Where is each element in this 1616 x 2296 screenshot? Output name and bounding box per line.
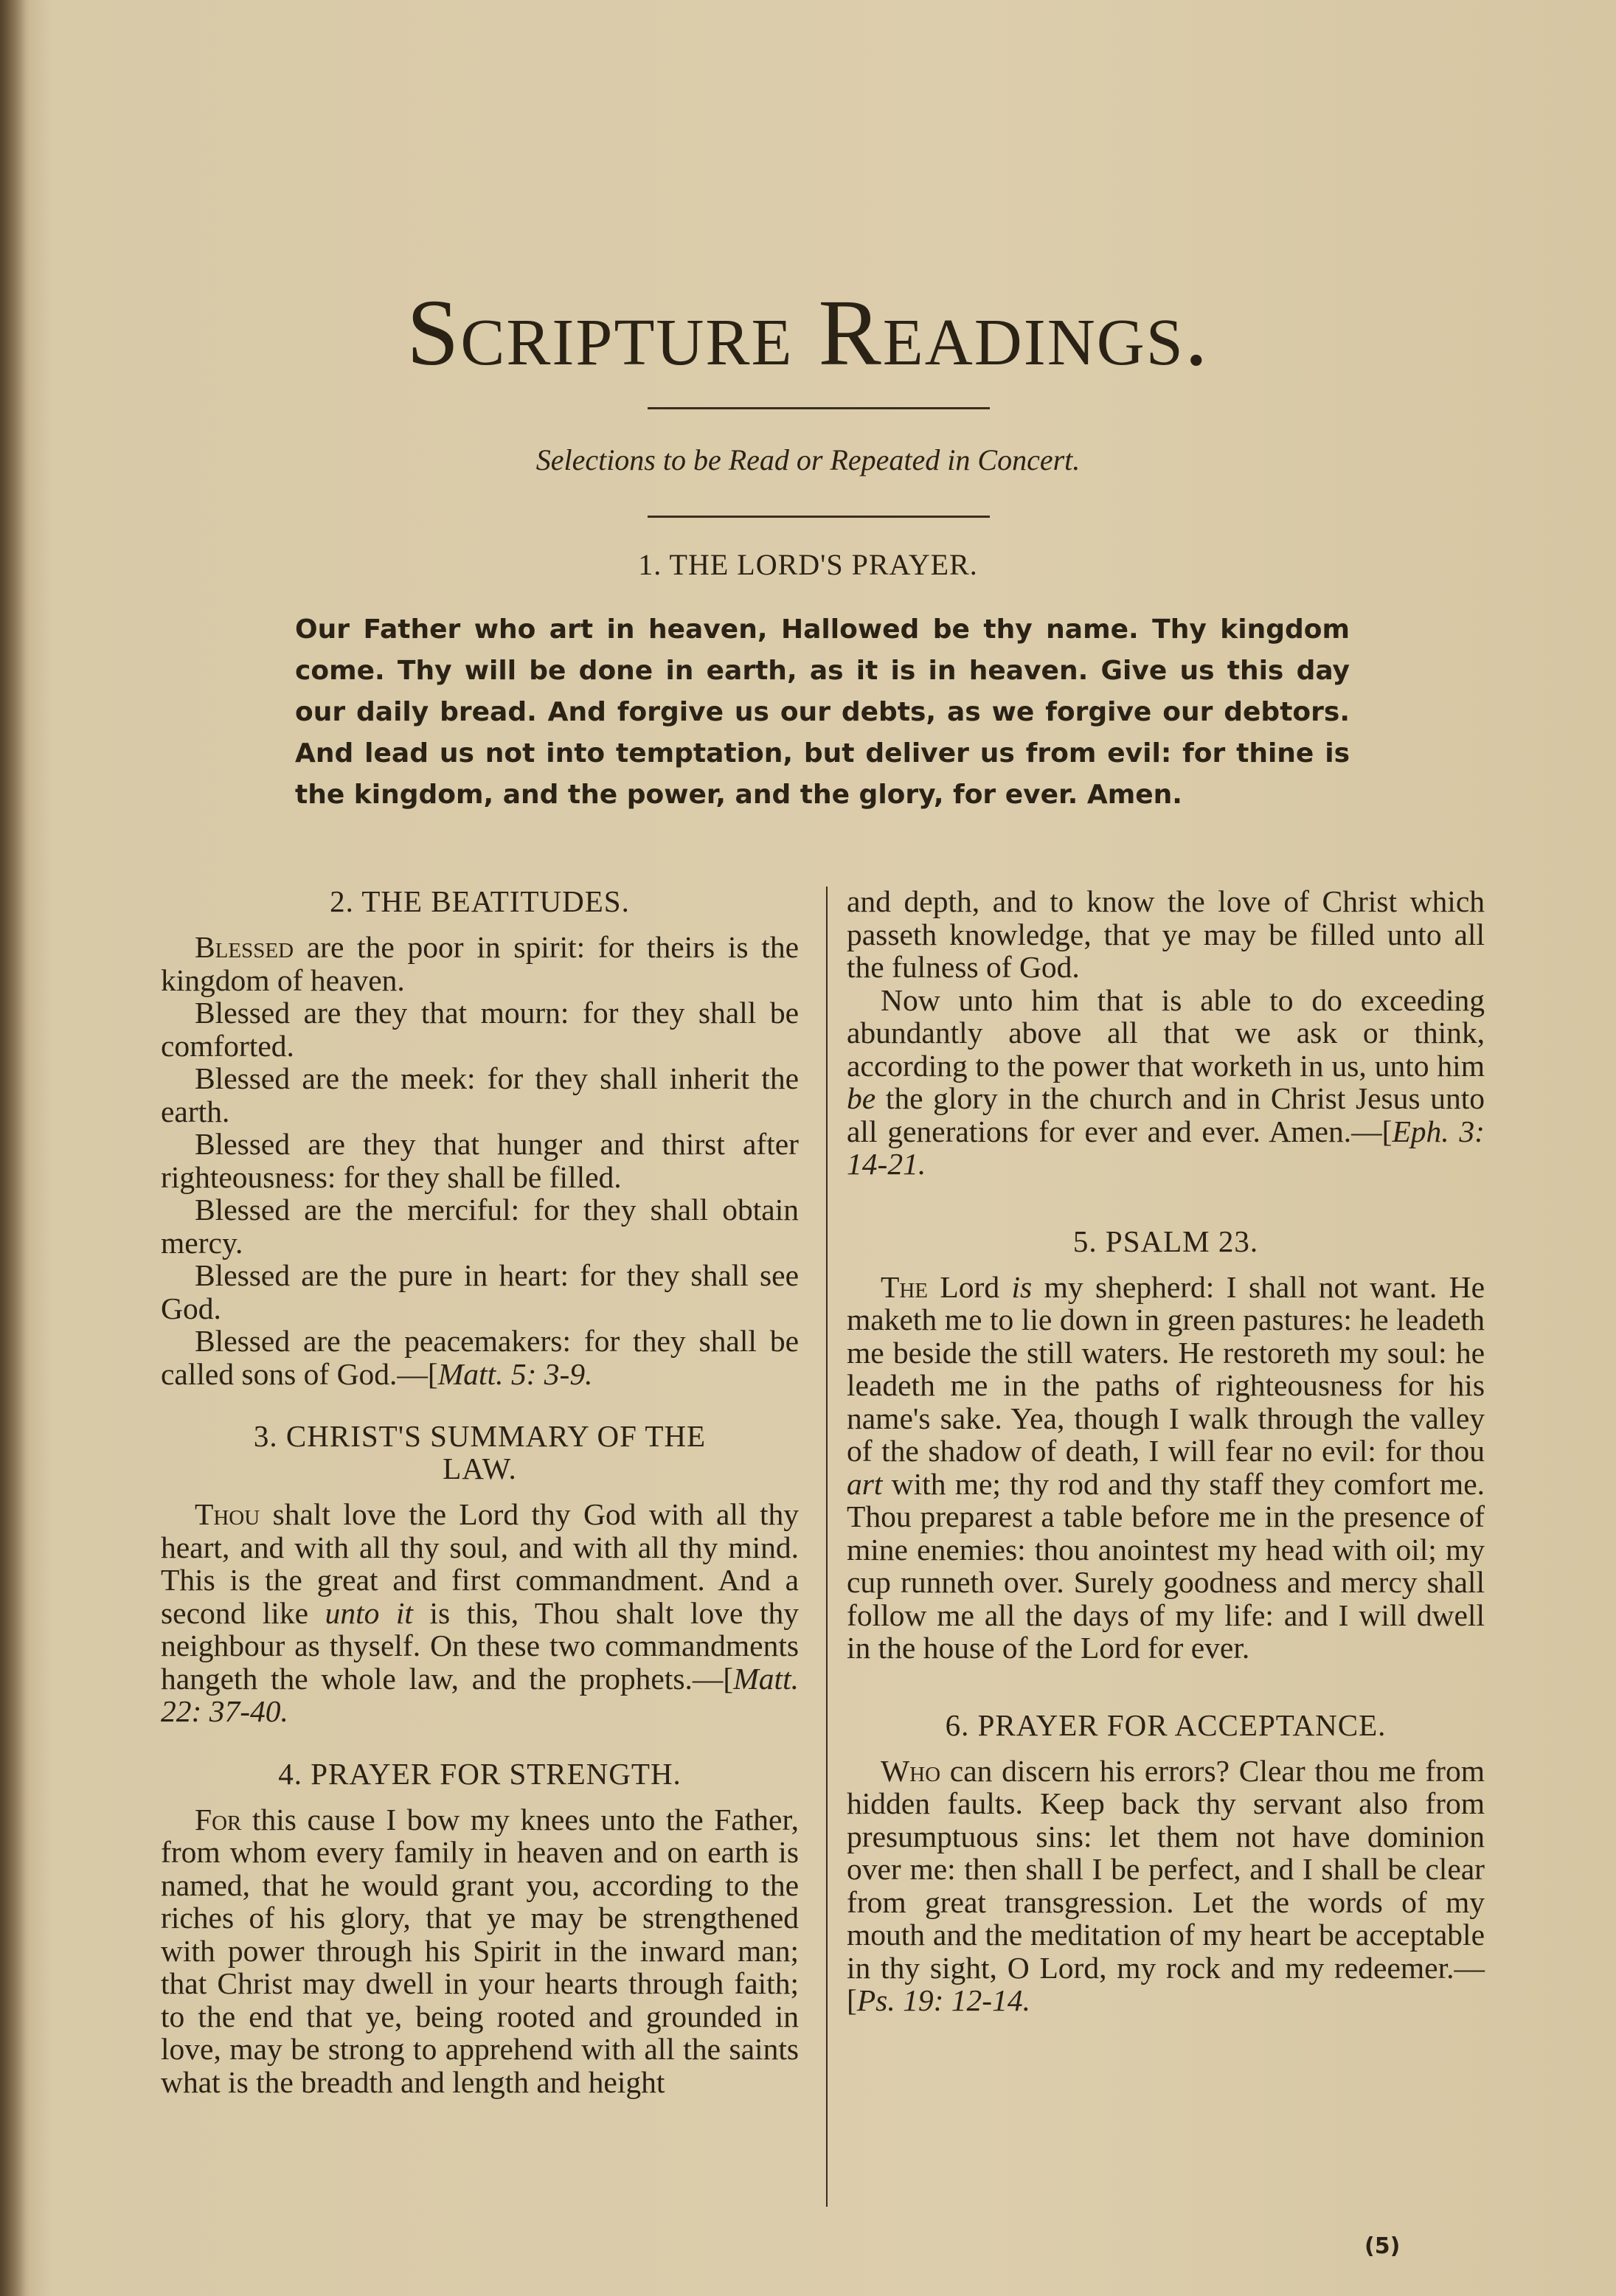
beatitude-6: Blessed are the pure in heart: for they shall see God. — [161, 1258, 799, 1325]
strength-text-continued: and depth, and to know the love of Christ which passeth knowledge, that ye may be filled unto all the fulness of God. — [847, 884, 1485, 984]
acceptance-text: Who can discern his errors? Clear thou me from hidden faults. Keep back thy servant also from presumptuous sins: let them not have dominion over me: then shall I be perfect, and I shall be clear from great transgression. Let the words of my mouth and the meditation of my heart be acceptable in thy sight, O Lord, my rock and my redeemer.—[Ps. 19: 12-14. — [847, 1753, 1485, 2017]
acceptance-heading: 6. PRAYER FOR ACCEPTANCE. — [945, 1707, 1387, 1742]
beatitudes-heading: 2. THE BEATITUDES. — [330, 884, 630, 918]
title-rule-top — [648, 407, 990, 409]
scripture-reference: Matt. 22: 37-40. — [161, 1661, 799, 1728]
scripture-reference: Matt. 5: 3-9. — [437, 1356, 593, 1391]
scripture-reference: Eph. 3: 14-21. — [847, 1114, 1485, 1181]
dropcap-word: Who — [881, 1753, 941, 1788]
subtitle: Selections to be Read or Repeated in Concert. — [535, 443, 1081, 476]
strength-text: For this cause I bow my knees unto the Father, from whom every family in heaven and on earth is named, that he would grant you, according to the riches of his glory, that ye may be strengthened with power through his Spirit in the inward man; that Christ may dwell in your hearts through faith; to the end that ye, being rooted and grounded in love, may be strong to apprehend with all the saints what is the breadth and length and height — [161, 1802, 799, 2099]
beatitude-3: Blessed are the meek: for they shall inherit the earth. — [161, 1061, 799, 1128]
beatitude-7: Blessed are the peacemakers: for they shall be called sons of God.—[Matt. 5: 3-9. — [161, 1324, 799, 1391]
lords-prayer-text: Our Father who art in heaven, Hallowed be thy name. Thy kingdom come. Thy will be done in earth, as it is in heaven. Give us this day our daily bread. And forgive us our debts, as we forgive our debtors. And lead us not into temptation, but deliver us from evil: for thine is the kingdom, and the power, and the glory, for ever. Amen. — [295, 614, 1350, 810]
page-number: (5) — [1364, 2233, 1401, 2259]
summary-text: Thou shalt love the Lord thy God with all thy heart, and with all thy soul, and with all thy mind. This is the great and first commandment. And a second like unto it is this, Thou shalt love thy neighbour as thyself. On these two commandments hangeth the whole law, and the prophets.—[Matt. 22: 37-40. — [161, 1497, 799, 1728]
beatitude-4: Blessed are they that hunger and thirst after righteousness: for they shall be filled. — [161, 1127, 799, 1194]
scripture-reference: Ps. 19: 12-14. — [856, 1983, 1030, 2017]
beatitude-2: Blessed are they that mourn: for they shall be comforted. — [161, 996, 799, 1063]
page-title: Scripture Readings. — [406, 280, 1210, 385]
psalm23-text: The Lord is my shepherd: I shall not want. He maketh me to lie down in green pastures: he leadeth me beside the still waters. He restoreth my soul: he leadeth me in the paths of righteousness for his name's sake. Yea, though I walk through the valley of the shadow of death, I will fear no evil: for thou art with me; thy rod and thy staff they comfort me. Thou preparest a table before me in the presence of mine enemies: thou anointest my head with oil; my cup runneth over. Surely goodness and mercy shall follow me all the days of my life: and I will dwell in the house of the Lord for ever. — [847, 1269, 1485, 1665]
strength-heading: 4. PRAYER FOR STRENGTH. — [278, 1756, 682, 1791]
lords-prayer-heading: 1. THE LORD'S PRAYER. — [638, 548, 978, 581]
column-divider — [826, 887, 828, 2207]
dropcap-word: Thou — [195, 1497, 260, 1531]
dropcap-word: The — [881, 1269, 929, 1304]
summary-heading-line1: 3. CHRIST'S SUMMARY OF THE — [253, 1419, 707, 1453]
beatitude-1: Blessed are the poor in spirit: for theirs is the kingdom of heaven. — [161, 930, 799, 997]
beatitude-5: Blessed are the merciful: for they shall obtain mercy. — [161, 1193, 799, 1260]
strength-doxology: Now unto him that is able to do exceeding abundantly above all that we ask or think, according to the power that worketh in us, unto him be the glory in the church and in Christ Jesus unto all generations for ever and ever. Amen.—[Eph. 3: 14-21. — [847, 982, 1485, 1181]
left-column — [161, 885, 799, 2098]
right-column — [847, 885, 1485, 2017]
dropcap-word: For — [195, 1802, 242, 1837]
title-rule-bottom — [648, 516, 990, 518]
dropcap-word: Blessed — [195, 930, 294, 964]
summary-heading-line2: LAW. — [443, 1452, 517, 1485]
psalm23-heading: 5. PSALM 23. — [1072, 1224, 1259, 1258]
